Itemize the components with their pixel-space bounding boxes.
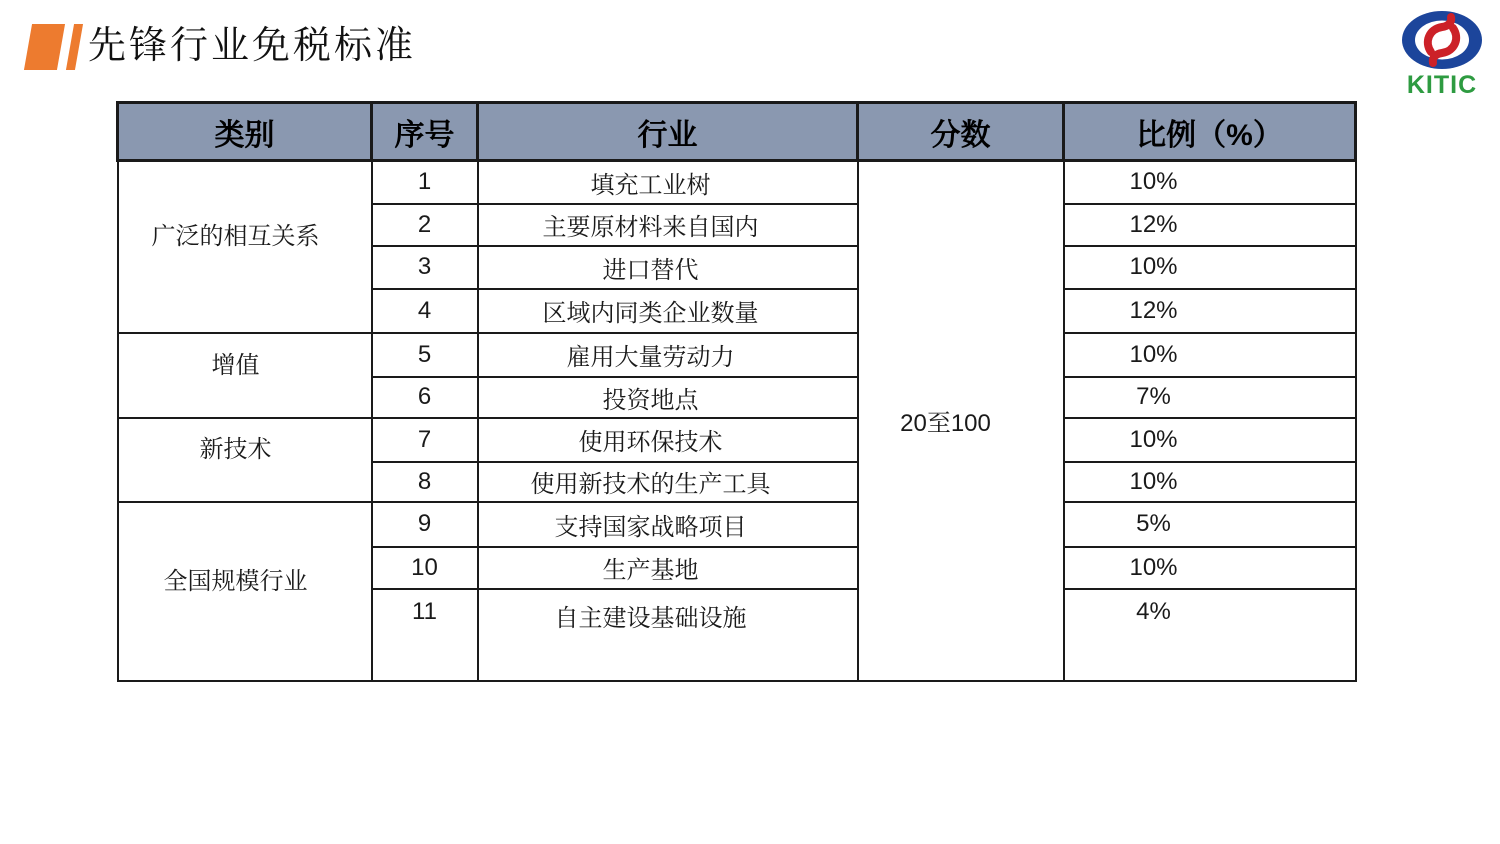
ratio-cell: 10% bbox=[1064, 547, 1356, 589]
ratio-cell: 10% bbox=[1064, 161, 1356, 204]
accent-bar-big bbox=[24, 24, 65, 70]
score-cell: 20至100 bbox=[858, 161, 1064, 681]
ratio-cell: 5% bbox=[1064, 502, 1356, 547]
row-number-cell: 9 bbox=[372, 502, 478, 547]
exemption-standards-table bbox=[116, 101, 1357, 682]
row-number-cell: 4 bbox=[372, 289, 478, 333]
company-logo bbox=[1398, 8, 1486, 98]
table-row bbox=[118, 418, 1356, 462]
table-header-row bbox=[118, 103, 1356, 161]
industry-cell: 区域内同类企业数量 bbox=[478, 289, 858, 333]
row-number-cell: 7 bbox=[372, 418, 478, 462]
col-header-score: 分数 bbox=[858, 103, 1064, 161]
row-number-cell: 2 bbox=[372, 204, 478, 246]
ratio-cell: 10% bbox=[1064, 462, 1356, 502]
row-number-cell: 1 bbox=[372, 161, 478, 204]
industry-cell: 主要原材料来自国内 bbox=[478, 204, 858, 246]
category-cell: 全国规模行业 bbox=[118, 502, 372, 681]
industry-cell: 自主建设基础设施 bbox=[478, 589, 858, 681]
category-cell: 广泛的相互关系 bbox=[118, 161, 372, 333]
col-header-ratio: 比例（%） bbox=[1064, 103, 1356, 161]
industry-cell: 生产基地 bbox=[478, 547, 858, 589]
industry-cell: 投资地点 bbox=[478, 377, 858, 418]
col-header-industry: 行业 bbox=[478, 103, 858, 161]
logo-swirl-icon bbox=[1400, 8, 1484, 74]
row-number-cell: 11 bbox=[372, 589, 478, 681]
row-number-cell: 5 bbox=[372, 333, 478, 377]
industry-cell: 支持国家战略项目 bbox=[478, 502, 858, 547]
industry-cell: 使用新技术的生产工具 bbox=[478, 462, 858, 502]
category-cell: 增值 bbox=[118, 333, 372, 418]
table-row bbox=[118, 502, 1356, 547]
category-cell: 新技术 bbox=[118, 418, 372, 502]
row-number-cell: 8 bbox=[372, 462, 478, 502]
logo-text: KITIC bbox=[1406, 71, 1478, 99]
ratio-cell: 4% bbox=[1064, 589, 1356, 681]
ratio-cell: 10% bbox=[1064, 246, 1356, 289]
row-number-cell: 3 bbox=[372, 246, 478, 289]
industry-cell: 进口替代 bbox=[478, 246, 858, 289]
ratio-cell: 7% bbox=[1064, 377, 1356, 418]
industry-cell: 使用环保技术 bbox=[478, 418, 858, 462]
accent-slash-icon bbox=[22, 24, 84, 70]
accent-bar-thin bbox=[66, 24, 83, 70]
col-header-category: 类别 bbox=[118, 103, 372, 161]
ratio-cell: 12% bbox=[1064, 289, 1356, 333]
table-row bbox=[118, 333, 1356, 377]
ratio-cell: 10% bbox=[1064, 418, 1356, 462]
col-header-number: 序号 bbox=[372, 103, 478, 161]
row-number-cell: 10 bbox=[372, 547, 478, 589]
ratio-cell: 10% bbox=[1064, 333, 1356, 377]
industry-cell: 填充工业树 bbox=[478, 161, 858, 204]
ratio-cell: 12% bbox=[1064, 204, 1356, 246]
row-number-cell: 6 bbox=[372, 377, 478, 418]
table-row bbox=[118, 161, 1356, 204]
industry-cell: 雇用大量劳动力 bbox=[478, 333, 858, 377]
page-title: 先锋行业免税标准 bbox=[88, 25, 417, 67]
